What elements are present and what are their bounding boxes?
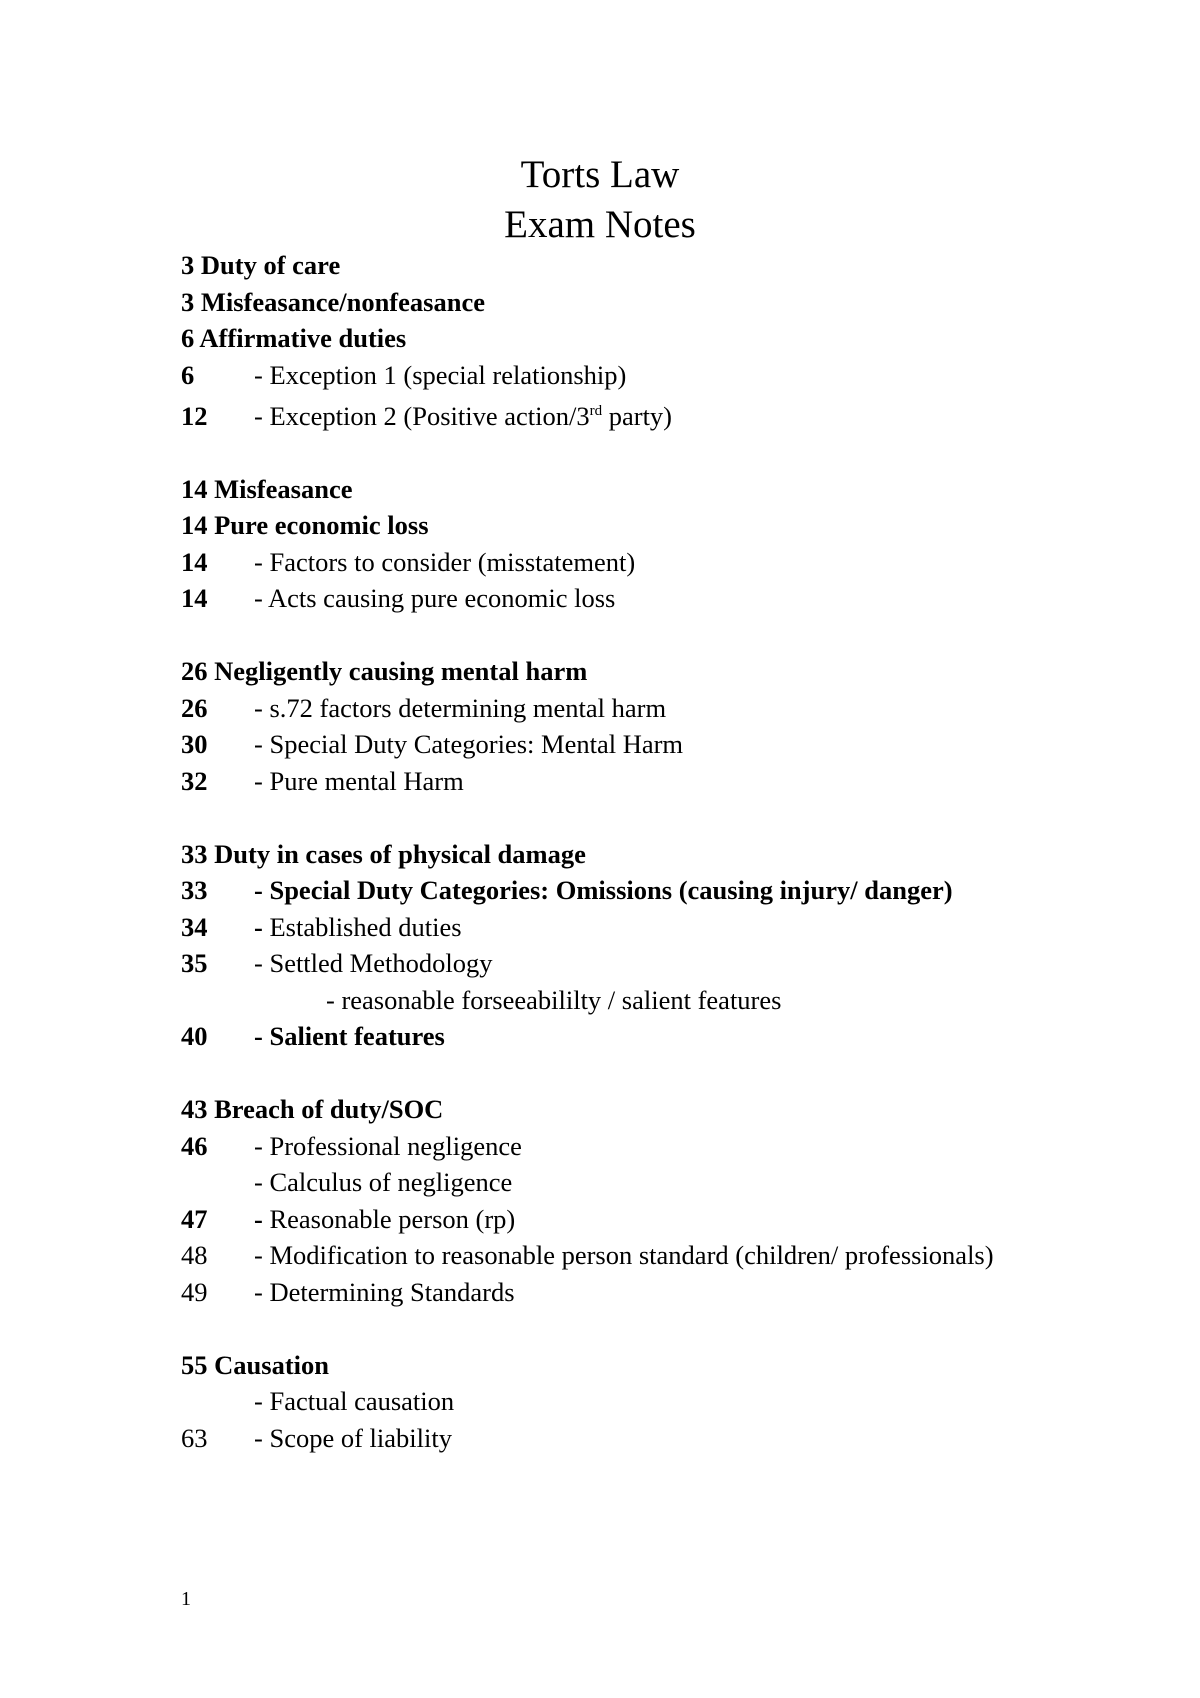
toc-subitem-label: - Special Duty Categories: Mental Harm [254,729,684,760]
toc-heading-label: Affirmative duties [199,323,407,353]
toc-subitem-label: Reasonable person (rp) [269,1203,516,1234]
toc-page-number: 43 [181,1094,208,1125]
toc-heading-label: Duty of care [200,250,341,280]
toc-subitem-label: - Calculus of negligence [254,1167,513,1198]
toc-page-number: 6 [181,359,195,390]
toc-subitem-label: - s.72 factors determining mental harm [254,692,667,723]
toc-subitem-label: - Determining Standards [254,1276,515,1307]
toc-subitem-label: - Factual causation [254,1386,455,1417]
toc-page-number: 63 [181,1422,208,1453]
toc-page-number: 6 [181,323,195,353]
toc-page-number: 3 [181,286,195,317]
toc-page-number: 26 [181,692,208,723]
toc-subitem-label: - Modification to reasonable person standard (children/ professionals) [254,1240,994,1271]
toc-page-number: 40 [181,1021,208,1052]
toc-subitem [181,544,1011,581]
toc-page-number: 48 [181,1240,208,1271]
toc-page-number: 26 [181,656,208,687]
toc-subitem [181,1018,1011,1055]
toc-subitem [181,1274,1011,1311]
toc-page-number: 46 [181,1130,208,1161]
superscript: rd [589,403,603,419]
page-number: 1 [181,1588,191,1610]
toc-heading [181,653,1011,690]
toc-page-number: 33 [181,875,208,906]
toc-subitem [181,1383,1011,1420]
document-title: Torts Law [520,153,680,196]
toc-page-number: 34 [181,911,208,942]
toc-heading [181,247,1011,284]
toc-subitem-label: - Exception 1 (special relationship) [254,359,627,390]
toc-subitem [181,1237,1011,1274]
toc-subitem [181,1164,1011,1201]
toc-subitem-label: - Professional negligence [254,1130,522,1161]
toc-subitem-label: - Pure mental Harm [254,765,464,796]
toc-heading-label: Misfeasance/nonfeasance [200,286,485,317]
toc-page-number: 3 [181,250,195,280]
toc-subitem-label: - Special Duty Categories: Omissions (causing injury/ danger) [254,875,953,906]
toc-page-number: 14 [181,583,208,614]
toc-page-number: 30 [181,729,208,760]
toc-heading [181,507,1011,544]
toc-page-number: 35 [181,948,208,979]
toc-heading-label: Pure economic loss [214,510,429,541]
title-block [0,150,1200,250]
toc-subitem-label: - Scope of liability [254,1422,452,1453]
toc-subsubitem-label: - reasonable forseeabililty / salient features [326,984,782,1015]
toc-heading-label: Causation [214,1349,329,1380]
toc-heading [181,1347,1011,1384]
toc-subitem [181,726,1011,763]
toc-subitem-label: Established duties [269,911,462,942]
toc-page-number: 55 [181,1349,208,1380]
toc-subitem [181,909,1011,946]
toc-subitem [181,945,1011,982]
document-subtitle: Exam Notes [504,203,696,246]
toc-page-number: 14 [181,473,208,504]
toc-subitem [181,1128,1011,1165]
toc-heading-label: Negligently causing mental harm [214,656,588,687]
toc-heading [181,471,1011,508]
toc-subitem-label: - Exception 2 (Positive action/3 [254,400,590,431]
toc-subitem [181,872,1011,909]
toc-page-number: 33 [181,838,208,869]
toc-subitem [181,1420,1011,1457]
toc-subitem [181,690,1011,727]
toc-subitem [181,393,1011,434]
toc-subitem-dash: - [254,911,270,942]
toc-page-number: 14 [181,546,208,577]
toc-page-number: 49 [181,1276,208,1307]
table-of-contents [181,247,1011,1456]
toc-subitem-dash: - [254,1203,270,1234]
toc-heading [181,1091,1011,1128]
toc-page-number: 32 [181,765,208,796]
toc-subitem-label: - Factors to consider (misstatement) [254,546,636,577]
toc-heading-label: Misfeasance [214,473,353,504]
toc-page-number: 47 [181,1203,208,1234]
toc-page-number: 14 [181,510,208,541]
toc-subitem-label: - Salient features [254,1021,445,1052]
toc-heading [181,836,1011,873]
toc-subitem [181,357,1011,394]
toc-heading [181,320,1011,357]
toc-heading [181,284,1011,321]
toc-heading-label: Duty in cases of physical damage [214,838,586,869]
toc-subitem-label-tail: party) [602,400,673,431]
toc-subsubitem [181,982,1011,1019]
toc-page-number: 12 [181,400,208,431]
toc-subitem [181,763,1011,800]
toc-subitem [181,580,1011,617]
toc-subitem [181,1201,1011,1238]
toc-subitem-label: - Acts causing pure economic loss [254,583,616,614]
toc-subitem-label: - Settled Methodology [254,948,493,979]
toc-heading-label: Breach of duty/SOC [214,1094,444,1125]
